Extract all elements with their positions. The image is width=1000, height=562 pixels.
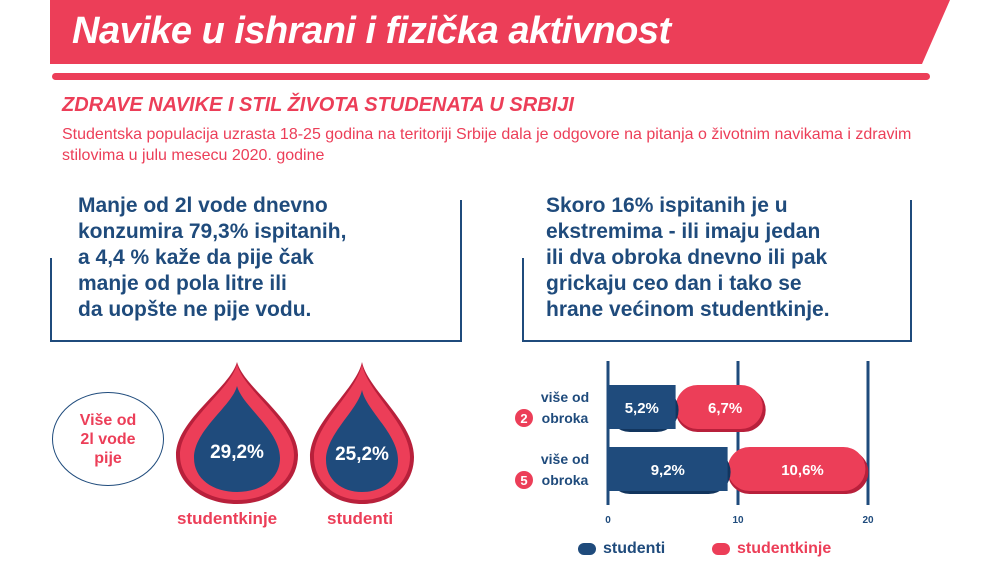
legend-swatch-studentkinje [712, 543, 730, 555]
water-circle-text: Više od 2l vode pije [79, 411, 137, 467]
x-tick-label: 10 [732, 515, 744, 526]
category-label-line1: više od [540, 389, 590, 405]
left-frame-left [50, 258, 52, 342]
bar-value-studenti-1: 5,2% [624, 400, 659, 417]
left-statement: Manje od 2l vode dnevno konzumira 79,3% ispitanih, a 4,4 % kaže da pije čak manje od pola litre ili da uopšte ne pije vodu. [78, 194, 347, 321]
drop-value-studenti: 25,2% [335, 444, 389, 465]
drop-value-studentkinje: 29,2% [210, 442, 264, 463]
right-frame-right [910, 200, 912, 342]
category-number: 2 [520, 411, 528, 426]
meal-chart [500, 355, 920, 535]
left-frame-bottom [50, 340, 462, 342]
water-circle-label [52, 392, 164, 486]
left-frame-right [460, 200, 462, 342]
drop-label-studenti: studenti [327, 509, 394, 528]
bar-value-studentkinje-1: 6,7% [708, 400, 743, 417]
right-frame-left [522, 258, 524, 342]
bar-value-studentkinje-2: 10,6% [781, 462, 824, 479]
legend-label-studentkinje: studentkinje [737, 540, 832, 557]
category-label-line2: obroka [541, 472, 589, 488]
drop-studentkinje [172, 360, 302, 506]
bar-value-studenti-2: 9,2% [650, 462, 685, 479]
right-frame-bottom [522, 340, 912, 342]
category-number: 5 [520, 473, 528, 488]
legend-label-studenti: studenti [603, 540, 666, 557]
legend-studentkinje [712, 540, 831, 558]
category-label-line2: obroka [541, 410, 589, 426]
x-tick-label: 0 [605, 515, 611, 526]
page-title: Navike u ishrani i fizička aktivnost [72, 10, 671, 52]
category-label-line1: više od [540, 451, 590, 467]
page-description: Studentska populacija uzrasta 18-25 godina na teritoriji Srbije dala je odgovore na pitanja o životnim navikama i zdravim stilovima u julu mesecu 2020. godine [62, 126, 912, 164]
drop-label-studentkinje: studentkinje [177, 509, 278, 528]
x-tick-label: 20 [862, 515, 874, 526]
legend-swatch-studenti [578, 543, 596, 555]
page-subtitle: ZDRAVE NAVIKE I STIL ŽIVOTA STUDENATA U SRBIJI [62, 94, 574, 116]
right-statement: Skoro 16% ispitanih je u ekstremima - ili imaju jedan ili dva obroka dnevno ili pak grickaju ceo dan i tako se hrane većinom studentkinje. [546, 194, 830, 321]
legend-studenti [578, 540, 665, 558]
drop-studenti [306, 360, 418, 506]
title-underline [52, 73, 930, 80]
